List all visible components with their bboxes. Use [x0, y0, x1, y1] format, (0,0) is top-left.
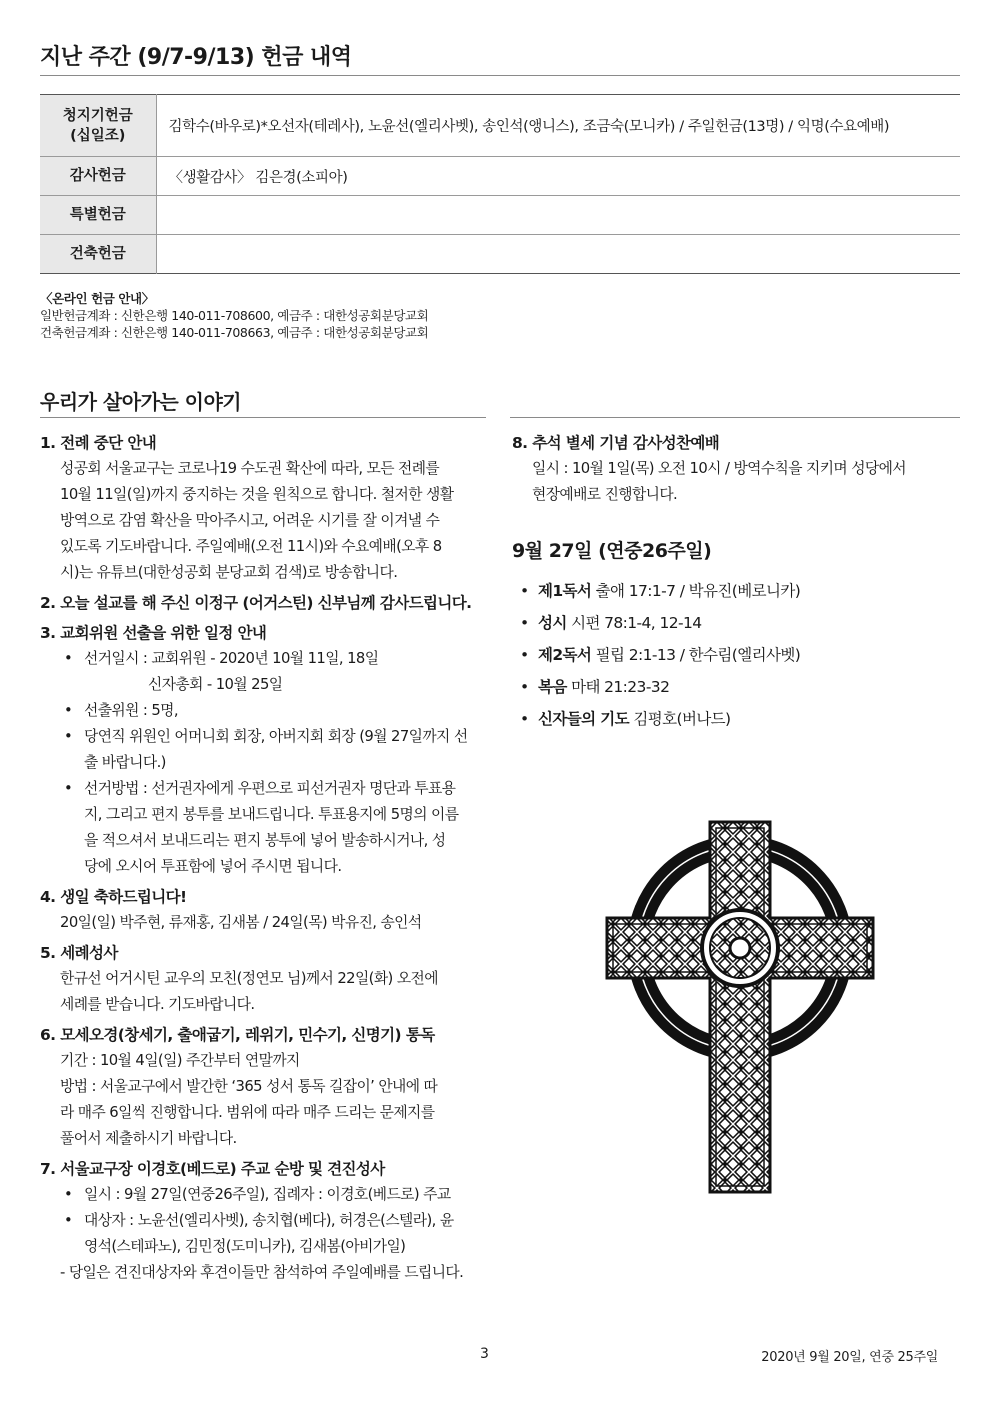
item-heading: 8. 추석 별세 기념 감사성찬예배	[512, 434, 720, 452]
item-heading: 2. 오늘 설교를 해 주신 이정구 (어거스틴) 신부님께 감사드립니다.	[40, 594, 472, 612]
row-label: 감사헌금	[40, 157, 156, 196]
item-text: 10월 11일(일)까지 중지하는 것을 원칙으로 합니다. 철저한 생활	[60, 486, 454, 503]
story-item	[40, 620, 490, 880]
reading-label: 제1독서	[538, 582, 592, 600]
reading-label: 제2독서	[538, 646, 592, 664]
table-row	[40, 196, 960, 235]
reading-item	[512, 703, 962, 735]
bullet-item: • 대상자 : 노윤선(엘리사벳), 송치협(베다), 허경은(스텔라), 윤	[40, 1208, 490, 1234]
row-label: 청지기헌금 (십일조)	[40, 95, 156, 157]
item-text: 방법 : 서울교구에서 발간한 ‘365 성서 통독 길잡이’ 안내에 따	[60, 1078, 438, 1095]
reading-label: 성시	[538, 614, 567, 632]
story-item	[40, 590, 490, 616]
row-label: 건축헌금	[40, 235, 156, 274]
table-row	[40, 157, 960, 196]
reading-item	[512, 671, 962, 703]
online-offering-info	[40, 290, 428, 341]
story-item	[40, 1022, 490, 1152]
item-heading: 6. 모세오경(창세기, 출애굽기, 레위기, 민수기, 신명기) 통독	[40, 1026, 435, 1044]
celtic-cross-icon	[605, 820, 875, 1195]
row-value: 김학수(바우로)*오선자(테레사), 노윤선(엘리사벳), 송인석(앵니스), 조금숙(모니카) / 주일헌금(13명) / 익명(수요예배)	[156, 95, 960, 157]
item-text: 세례를 받습니다. 기도바랍니다.	[60, 996, 255, 1013]
reading-label: 신자들의 기도	[538, 710, 630, 728]
bullet-continuation: 을 적으셔서 보내드리는 편지 봉투에 넣어 발송하시거나, 성	[84, 832, 446, 849]
reading-item	[512, 575, 962, 607]
story-left-column	[40, 430, 490, 1286]
item-heading: 1. 전례 중단 안내	[40, 434, 157, 452]
item-text: 일시 : 10월 1일(목) 오전 10시 / 방역수칙을 지키며 성당에서	[532, 460, 906, 477]
bullet-continuation: 영석(스테파노), 김민정(도미니카), 김새봄(아비가일)	[84, 1238, 406, 1255]
item-text: 현장예배로 진행합니다.	[532, 486, 678, 503]
story-item	[40, 940, 490, 1018]
reading-text: 시편 78:1-4, 12-14	[566, 614, 702, 632]
bullet-item: • 선거방법 : 선거권자에게 우편으로 피선거권자 명단과 투표용	[40, 776, 490, 802]
table-row	[40, 235, 960, 274]
bullet-continuation: 신자총회 - 10월 25일	[148, 676, 283, 693]
reading-item	[512, 607, 962, 639]
row-value: 〈생활감사〉 김은경(소피아)	[156, 157, 960, 196]
general-account: 일반헌금계좌 : 신한은행 140-011-708600, 예금주 : 대한성공회분당교회	[40, 308, 429, 323]
reading-item	[512, 639, 962, 671]
story-header-rule-right	[510, 386, 960, 418]
bullet-continuation: 출 바랍니다.)	[84, 754, 166, 771]
page-number: 3	[480, 1346, 489, 1362]
bullet-item: • 선출위원 : 5명,	[40, 698, 490, 724]
bullet-item: • 당연직 위원인 어머니회 회장, 아버지회 회장 (9월 27일까지 선	[40, 724, 490, 750]
bullet-item: • 선거일시 : 교회위원 - 2020년 10월 11일, 18일	[40, 646, 490, 672]
row-label: 특별헌금	[40, 196, 156, 235]
item-heading: 7. 서울교구장 이경호(베드로) 주교 순방 및 견진성사	[40, 1160, 385, 1178]
story-title: 우리가 살아가는 이야기	[40, 390, 242, 414]
row-value	[156, 196, 960, 235]
item-text: 시)는 유튜브(대한성공회 분당교회 검색)로 방송합니다.	[60, 564, 398, 581]
online-title: 〈온라인 헌금 안내〉	[40, 291, 154, 306]
item-text: 있도록 기도바랍니다. 주일예배(오전 11시)와 수요예배(오후 8	[60, 538, 442, 555]
bullet-item: • 일시 : 9월 27일(연중26주일), 집례자 : 이경호(베드로) 주교	[40, 1182, 490, 1208]
item-text: 20일(일) 박주현, 류재홍, 김새봄 / 24일(목) 박유진, 송인석	[60, 914, 422, 931]
row-value	[156, 235, 960, 274]
table-row	[40, 95, 960, 157]
item-text: 성공회 서울교구는 코로나19 수도권 확산에 따라, 모든 전례를	[60, 460, 440, 477]
sunday-title: 9월 27일 (연중26주일)	[512, 540, 712, 562]
item-heading: 3. 교회위원 선출을 위한 일정 안내	[40, 624, 267, 642]
bullet-continuation: 지, 그리고 편지 봉투를 보내드립니다. 투표용지에 5명의 이름	[84, 806, 459, 823]
item-text: 풀어서 제출하시기 바랍니다.	[60, 1130, 237, 1147]
footer-date: 2020년 9월 20일, 연중 25주일	[761, 1350, 938, 1365]
bullet-continuation: 당에 오시어 투표함에 넣어 주시면 됩니다.	[84, 858, 342, 875]
story-section-header	[40, 386, 486, 418]
building-account: 건축헌금계좌 : 신한은행 140-011-708663, 예금주 : 대한성공회분당교회	[40, 325, 429, 340]
story-item	[512, 430, 962, 508]
item-text: 한규선 어거시틴 교우의 모친(정연모 님)께서 22일(화) 오전에	[60, 970, 438, 987]
note-line: - 당일은 견진대상자와 후견이들만 참석하여 주일예배를 드립니다.	[60, 1264, 464, 1281]
offering-title: 지난 주간 (9/7-9/13) 헌금 내역	[40, 45, 352, 70]
story-right-column	[512, 430, 962, 735]
reading-label: 복음	[538, 678, 567, 696]
story-item	[40, 1156, 490, 1286]
story-item	[40, 430, 490, 586]
reading-text: 마태 21:23-32	[566, 678, 670, 696]
offering-table	[40, 94, 960, 274]
item-text: 라 매주 6일씩 진행합니다. 범위에 따라 매주 드리는 문제지를	[60, 1104, 435, 1121]
story-item	[40, 884, 490, 936]
reading-text: 필립 2:1-13 / 한수림(엘리사벳)	[591, 646, 801, 664]
item-text: 기간 : 10월 4일(일) 주간부터 연말까지	[60, 1052, 300, 1069]
readings-list	[512, 575, 962, 735]
item-text: 방역으로 감염 확산을 막아주시고, 어려운 시기를 잘 이겨낼 수	[60, 512, 440, 529]
offering-section-header	[40, 40, 960, 76]
item-heading: 5. 세례성사	[40, 944, 118, 962]
reading-text: 김평호(버나드)	[629, 710, 731, 728]
reading-text: 출애 17:1-7 / 박유진(베로니카)	[591, 582, 801, 600]
item-heading: 4. 생일 축하드립니다!	[40, 888, 187, 906]
